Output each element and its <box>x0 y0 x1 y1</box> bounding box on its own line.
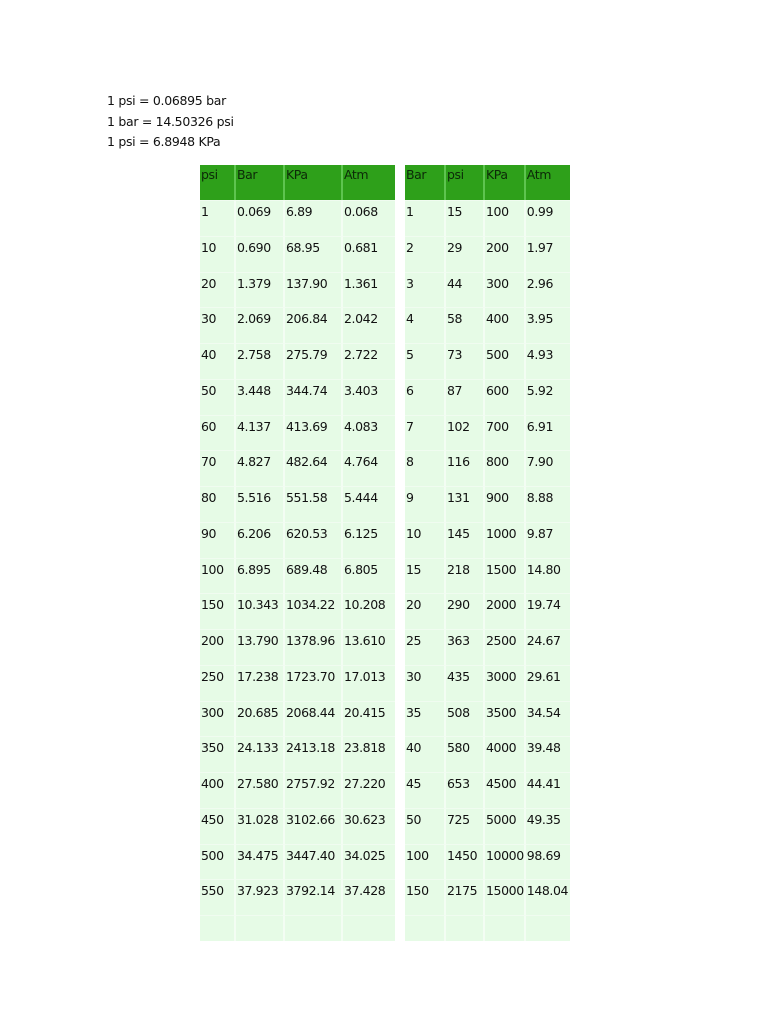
table-bottom-padding <box>405 915 570 941</box>
cell-kpa: 413.69 <box>285 415 343 451</box>
cell-atm: 5.444 <box>343 486 395 522</box>
cell-bar: 150 <box>405 879 446 915</box>
table-row <box>405 272 570 308</box>
cell-psi: 218 <box>446 558 485 594</box>
cell-kpa: 2000 <box>485 593 526 629</box>
cell-bar: 6 <box>405 379 446 415</box>
empty-cell <box>485 915 526 941</box>
cell-bar: 20.685 <box>236 701 285 737</box>
table-header-row <box>405 165 570 200</box>
cell-kpa: 400 <box>485 307 526 343</box>
cell-atm: 19.74 <box>526 593 570 629</box>
cell-bar: 3 <box>405 272 446 308</box>
cell-kpa: 1500 <box>485 558 526 594</box>
header-atm: Atm <box>526 165 570 200</box>
cell-bar: 1.379 <box>236 272 285 308</box>
cell-kpa: 600 <box>485 379 526 415</box>
cell-atm: 6.805 <box>343 558 395 594</box>
cell-psi: 58 <box>446 307 485 343</box>
header-bar: Bar <box>405 165 446 200</box>
cell-kpa: 4500 <box>485 772 526 808</box>
table-row <box>405 415 570 451</box>
cell-bar: 100 <box>405 844 446 880</box>
cell-bar: 0.690 <box>236 236 285 272</box>
cell-kpa: 344.74 <box>285 379 343 415</box>
cell-atm: 20.415 <box>343 701 395 737</box>
cell-atm: 27.220 <box>343 772 395 808</box>
cell-kpa: 3792.14 <box>285 879 343 915</box>
table-row <box>405 558 570 594</box>
cell-psi: 70 <box>200 450 236 486</box>
cell-psi: 20 <box>200 272 236 308</box>
cell-atm: 29.61 <box>526 665 570 701</box>
cell-atm: 8.88 <box>526 486 570 522</box>
table-row <box>200 772 395 808</box>
cell-bar: 1 <box>405 200 446 236</box>
cell-bar: 4 <box>405 307 446 343</box>
table-row <box>405 629 570 665</box>
cell-bar: 34.475 <box>236 844 285 880</box>
table-row <box>200 379 395 415</box>
cell-kpa: 1378.96 <box>285 629 343 665</box>
cell-kpa: 6.89 <box>285 200 343 236</box>
cell-atm: 9.87 <box>526 522 570 558</box>
cell-kpa: 10000 <box>485 844 526 880</box>
table-row <box>405 879 570 915</box>
table-bottom-padding <box>200 915 395 941</box>
cell-psi: 300 <box>200 701 236 737</box>
table-row <box>405 844 570 880</box>
cell-bar: 5.516 <box>236 486 285 522</box>
empty-cell <box>200 915 236 941</box>
cell-atm: 7.90 <box>526 450 570 486</box>
psi-conversion-table <box>200 165 395 941</box>
cell-psi: 116 <box>446 450 485 486</box>
empty-cell <box>343 915 395 941</box>
table-row <box>200 307 395 343</box>
table-row <box>405 701 570 737</box>
cell-psi: 30 <box>200 307 236 343</box>
table-header-row <box>200 165 395 200</box>
cell-psi: 363 <box>446 629 485 665</box>
cell-atm: 2.042 <box>343 307 395 343</box>
header-kpa: KPa <box>285 165 343 200</box>
cell-kpa: 3000 <box>485 665 526 701</box>
cell-kpa: 3500 <box>485 701 526 737</box>
cell-bar: 24.133 <box>236 736 285 772</box>
cell-atm: 39.48 <box>526 736 570 772</box>
table-row <box>405 379 570 415</box>
cell-bar: 40 <box>405 736 446 772</box>
table-row <box>405 736 570 772</box>
cell-bar: 37.923 <box>236 879 285 915</box>
table-row <box>200 486 395 522</box>
cell-psi: 44 <box>446 272 485 308</box>
cell-psi: 40 <box>200 343 236 379</box>
empty-cell <box>526 915 570 941</box>
cell-psi: 725 <box>446 808 485 844</box>
cell-bar: 30 <box>405 665 446 701</box>
cell-kpa: 137.90 <box>285 272 343 308</box>
cell-bar: 13.790 <box>236 629 285 665</box>
cell-bar: 15 <box>405 558 446 594</box>
cell-psi: 145 <box>446 522 485 558</box>
cell-bar: 0.069 <box>236 200 285 236</box>
cell-bar: 10 <box>405 522 446 558</box>
header-psi: psi <box>200 165 236 200</box>
cell-kpa: 68.95 <box>285 236 343 272</box>
cell-atm: 3.95 <box>526 307 570 343</box>
cell-psi: 50 <box>200 379 236 415</box>
table-row <box>200 558 395 594</box>
cell-kpa: 800 <box>485 450 526 486</box>
table-row <box>200 272 395 308</box>
cell-bar: 9 <box>405 486 446 522</box>
cell-kpa: 1723.70 <box>285 665 343 701</box>
table-row <box>200 879 395 915</box>
cell-atm: 1.97 <box>526 236 570 272</box>
header-psi: psi <box>446 165 485 200</box>
cell-psi: 450 <box>200 808 236 844</box>
table-row <box>405 307 570 343</box>
cell-atm: 6.91 <box>526 415 570 451</box>
table-row <box>405 522 570 558</box>
cell-psi: 2175 <box>446 879 485 915</box>
cell-bar: 17.238 <box>236 665 285 701</box>
cell-atm: 4.93 <box>526 343 570 379</box>
cell-kpa: 200 <box>485 236 526 272</box>
table-row <box>200 450 395 486</box>
cell-kpa: 100 <box>485 200 526 236</box>
cell-atm: 2.722 <box>343 343 395 379</box>
cell-psi: 15 <box>446 200 485 236</box>
table-row <box>405 593 570 629</box>
cell-bar: 6.895 <box>236 558 285 594</box>
cell-bar: 4.137 <box>236 415 285 451</box>
cell-psi: 500 <box>200 844 236 880</box>
cell-psi: 90 <box>200 522 236 558</box>
cell-atm: 148.04 <box>526 879 570 915</box>
cell-psi: 1450 <box>446 844 485 880</box>
cell-psi: 550 <box>200 879 236 915</box>
table-row <box>200 522 395 558</box>
cell-atm: 44.41 <box>526 772 570 808</box>
empty-cell <box>236 915 285 941</box>
cell-bar: 2.758 <box>236 343 285 379</box>
cell-kpa: 551.58 <box>285 486 343 522</box>
header-atm: Atm <box>343 165 395 200</box>
table-row <box>405 450 570 486</box>
header-kpa: KPa <box>485 165 526 200</box>
cell-bar: 7 <box>405 415 446 451</box>
cell-psi: 150 <box>200 593 236 629</box>
cell-atm: 6.125 <box>343 522 395 558</box>
cell-psi: 10 <box>200 236 236 272</box>
table-row <box>405 236 570 272</box>
table-row <box>200 665 395 701</box>
cell-bar: 10.343 <box>236 593 285 629</box>
cell-kpa: 689.48 <box>285 558 343 594</box>
table-row <box>200 736 395 772</box>
cell-bar: 2 <box>405 236 446 272</box>
table-row <box>200 629 395 665</box>
cell-bar: 2.069 <box>236 307 285 343</box>
cell-bar: 20 <box>405 593 446 629</box>
cell-atm: 37.428 <box>343 879 395 915</box>
cell-atm: 13.610 <box>343 629 395 665</box>
cell-bar: 31.028 <box>236 808 285 844</box>
cell-atm: 4.764 <box>343 450 395 486</box>
cell-kpa: 1000 <box>485 522 526 558</box>
cell-kpa: 2413.18 <box>285 736 343 772</box>
table-row <box>200 593 395 629</box>
cell-atm: 24.67 <box>526 629 570 665</box>
cell-bar: 6.206 <box>236 522 285 558</box>
cell-bar: 5 <box>405 343 446 379</box>
cell-atm: 5.92 <box>526 379 570 415</box>
cell-kpa: 4000 <box>485 736 526 772</box>
table-row <box>405 343 570 379</box>
table-row <box>200 200 395 236</box>
cell-kpa: 500 <box>485 343 526 379</box>
table-row <box>405 772 570 808</box>
cell-psi: 60 <box>200 415 236 451</box>
cell-psi: 73 <box>446 343 485 379</box>
note-psi-to-bar: 1 psi = 0.06895 bar <box>107 93 226 108</box>
cell-bar: 8 <box>405 450 446 486</box>
cell-bar: 3.448 <box>236 379 285 415</box>
table-row <box>200 343 395 379</box>
cell-psi: 200 <box>200 629 236 665</box>
table-row <box>200 415 395 451</box>
cell-atm: 34.025 <box>343 844 395 880</box>
bar-conversion-table <box>405 165 570 941</box>
cell-psi: 653 <box>446 772 485 808</box>
cell-atm: 0.681 <box>343 236 395 272</box>
empty-cell <box>446 915 485 941</box>
cell-psi: 1 <box>200 200 236 236</box>
cell-bar: 27.580 <box>236 772 285 808</box>
cell-kpa: 2500 <box>485 629 526 665</box>
cell-atm: 2.96 <box>526 272 570 308</box>
cell-psi: 100 <box>200 558 236 594</box>
cell-kpa: 275.79 <box>285 343 343 379</box>
cell-psi: 29 <box>446 236 485 272</box>
cell-psi: 580 <box>446 736 485 772</box>
empty-cell <box>405 915 446 941</box>
table-row <box>405 808 570 844</box>
cell-psi: 80 <box>200 486 236 522</box>
bar-table-body <box>405 200 570 941</box>
cell-psi: 400 <box>200 772 236 808</box>
cell-psi: 102 <box>446 415 485 451</box>
cell-psi: 87 <box>446 379 485 415</box>
cell-psi: 435 <box>446 665 485 701</box>
cell-kpa: 2757.92 <box>285 772 343 808</box>
cell-psi: 350 <box>200 736 236 772</box>
cell-psi: 290 <box>446 593 485 629</box>
cell-kpa: 1034.22 <box>285 593 343 629</box>
cell-atm: 0.99 <box>526 200 570 236</box>
empty-cell <box>285 915 343 941</box>
cell-atm: 49.35 <box>526 808 570 844</box>
cell-kpa: 5000 <box>485 808 526 844</box>
cell-bar: 35 <box>405 701 446 737</box>
table-row <box>405 665 570 701</box>
cell-atm: 1.361 <box>343 272 395 308</box>
note-bar-to-psi: 1 bar = 14.50326 psi <box>107 113 234 129</box>
cell-atm: 0.068 <box>343 200 395 236</box>
cell-psi: 250 <box>200 665 236 701</box>
table-row <box>200 701 395 737</box>
cell-atm: 3.403 <box>343 379 395 415</box>
table-row <box>405 200 570 236</box>
cell-kpa: 482.64 <box>285 450 343 486</box>
cell-bar: 4.827 <box>236 450 285 486</box>
cell-kpa: 206.84 <box>285 307 343 343</box>
cell-atm: 10.208 <box>343 593 395 629</box>
table-row <box>200 844 395 880</box>
cell-bar: 25 <box>405 629 446 665</box>
cell-atm: 23.818 <box>343 736 395 772</box>
cell-kpa: 3102.66 <box>285 808 343 844</box>
cell-atm: 34.54 <box>526 701 570 737</box>
cell-kpa: 900 <box>485 486 526 522</box>
cell-kpa: 2068.44 <box>285 701 343 737</box>
cell-kpa: 700 <box>485 415 526 451</box>
cell-kpa: 300 <box>485 272 526 308</box>
header-bar: Bar <box>236 165 285 200</box>
table-row <box>405 486 570 522</box>
cell-atm: 14.80 <box>526 558 570 594</box>
cell-atm: 4.083 <box>343 415 395 451</box>
cell-bar: 45 <box>405 772 446 808</box>
cell-atm: 17.013 <box>343 665 395 701</box>
note-psi-to-kpa: 1 psi = 6.8948 KPa <box>107 134 221 149</box>
table-row <box>200 808 395 844</box>
psi-table-body <box>200 200 395 941</box>
cell-atm: 30.623 <box>343 808 395 844</box>
cell-psi: 131 <box>446 486 485 522</box>
cell-kpa: 620.53 <box>285 522 343 558</box>
cell-psi: 508 <box>446 701 485 737</box>
table-row <box>200 236 395 272</box>
cell-atm: 98.69 <box>526 844 570 880</box>
cell-kpa: 3447.40 <box>285 844 343 880</box>
conversion-notes <box>107 91 234 153</box>
cell-bar: 50 <box>405 808 446 844</box>
cell-kpa: 15000 <box>485 879 526 915</box>
